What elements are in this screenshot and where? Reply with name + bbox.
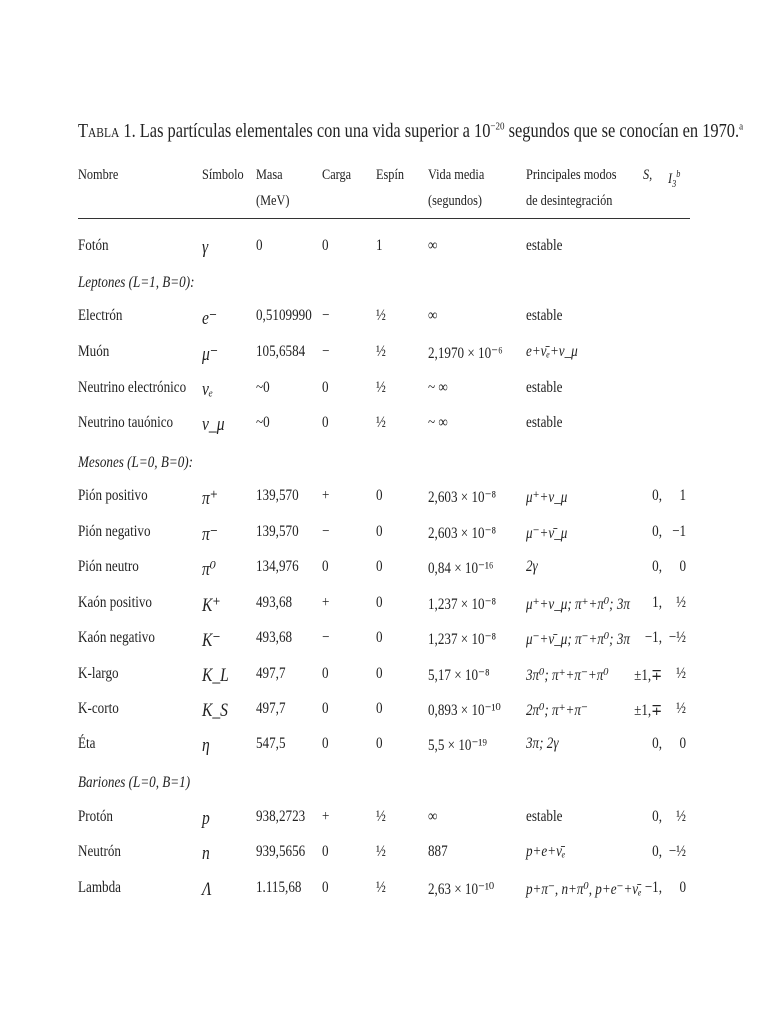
cell-simbolo: μ⁻: [202, 344, 219, 365]
cell-simbolo: n: [202, 843, 210, 864]
header-nombre: Nombre: [78, 167, 119, 183]
header-i3-note: b: [676, 169, 681, 180]
cell-masa: 139,570: [256, 523, 299, 540]
cell-nombre: K-largo: [78, 665, 119, 682]
header-vida-unit: (segundos): [428, 193, 482, 209]
cell-vida: 2,603 × 10⁻⁸: [428, 525, 497, 542]
cell-simbolo: π⁺: [202, 488, 219, 509]
cell-nombre: Protón: [78, 808, 113, 825]
cell-espin: 0: [376, 665, 383, 682]
cell-vida: 0,893 × 10⁻¹⁰: [428, 702, 501, 719]
cell-simbolo: K_L: [202, 665, 229, 686]
table-row: [0, 808, 768, 838]
cell-modos: estable: [526, 808, 563, 825]
header-rule: [78, 218, 690, 219]
header-i3-sub: 3: [672, 179, 677, 190]
cell-modos: p+e+ν̄ₑ: [526, 843, 566, 860]
cell-simbolo: π⁰: [202, 559, 217, 580]
cell-carga: 0: [322, 665, 329, 682]
cell-carga: 0: [322, 379, 329, 396]
cell-carga: −: [322, 307, 330, 324]
cell-masa: 493,68: [256, 594, 293, 611]
cell-vida: ∞: [428, 808, 438, 825]
title-exponent: −20: [490, 120, 505, 133]
header-modos: [526, 162, 617, 214]
cell-carga: +: [322, 487, 330, 504]
table-row: [0, 414, 768, 444]
cell-s: −1,: [644, 629, 662, 646]
cell-modos: μ⁻+ν̄_μ: [526, 525, 568, 542]
cell-i3: 0: [679, 879, 686, 896]
cell-simbolo: K⁺: [202, 595, 221, 616]
table-row: [0, 843, 768, 873]
cell-masa: ~0: [256, 379, 270, 396]
cell-carga: 0: [322, 558, 329, 575]
table-row: [0, 594, 768, 624]
cell-simbolo: p: [202, 808, 210, 829]
cell-espin: 1: [376, 237, 383, 254]
cell-carga: 0: [322, 414, 329, 431]
cell-masa: 497,7: [256, 665, 286, 682]
cell-vida: 5,5 × 10⁻¹⁹: [428, 737, 487, 754]
cell-i3: 1: [679, 487, 686, 504]
cell-i3: ½: [676, 594, 686, 611]
cell-nombre: Neutrino tauónico: [78, 414, 174, 431]
cell-carga: −: [322, 343, 330, 360]
cell-vida: 2,1970 × 10⁻⁶: [428, 345, 503, 362]
cell-nombre: Electrón: [78, 307, 123, 324]
cell-nombre: K-corto: [78, 700, 119, 717]
section-leptones: Leptones (L=1, B=0):: [78, 274, 195, 291]
cell-vida: 1,237 × 10⁻⁸: [428, 596, 497, 613]
cell-modos: 2π⁰; π⁺+π⁻: [526, 702, 588, 719]
cell-nombre: Neutrón: [78, 843, 121, 860]
cell-modos: p+π⁻, n+π⁰, p+e⁻+ν̄ₑ: [526, 881, 642, 898]
cell-carga: −: [322, 629, 330, 646]
cell-nombre: Pión negativo: [78, 523, 151, 540]
cell-simbolo: γ: [202, 237, 209, 258]
cell-s: −1,: [644, 879, 662, 896]
table-row: [0, 343, 768, 373]
cell-nombre: Muón: [78, 343, 110, 360]
cell-masa: 493,68: [256, 629, 293, 646]
table-row: [0, 629, 768, 659]
cell-vida: 0,84 × 10⁻¹⁶: [428, 560, 494, 577]
cell-nombre: Pión positivo: [78, 487, 148, 504]
cell-nombre: Pión neutro: [78, 558, 139, 575]
table-row: [0, 665, 768, 695]
cell-modos: 3π; 2γ: [526, 735, 559, 752]
cell-masa: 134,976: [256, 558, 299, 575]
cell-espin: 0: [376, 629, 383, 646]
cell-masa: 1.115,68: [256, 879, 302, 896]
cell-i3: 0: [679, 735, 686, 752]
header-modos-label: Principales modos: [526, 167, 617, 183]
cell-i3: −1: [672, 523, 686, 540]
cell-carga: 0: [322, 843, 329, 860]
cell-masa: ~0: [256, 414, 270, 431]
cell-carga: −: [322, 523, 330, 540]
cell-nombre: Lambda: [78, 879, 121, 896]
table-row: [0, 700, 768, 730]
cell-simbolo: π⁻: [202, 524, 219, 545]
cell-simbolo: K_S: [202, 700, 228, 721]
cell-masa: 547,5: [256, 735, 286, 752]
cell-vida: 1,237 × 10⁻⁸: [428, 631, 497, 648]
cell-modos: μ⁺+ν_μ: [526, 489, 568, 506]
header-simbolo: Símbolo: [202, 167, 244, 183]
section-mesones: Mesones (L=0, B=0):: [78, 454, 193, 471]
cell-modos: estable: [526, 307, 563, 324]
cell-i3: ½: [676, 700, 686, 717]
cell-vida: ~ ∞: [428, 414, 448, 431]
header-i3: [668, 162, 680, 198]
header-masa: [256, 162, 289, 214]
header-carga: Carga: [322, 167, 352, 183]
cell-nombre: Fotón: [78, 237, 109, 254]
table-row: [0, 379, 768, 409]
table-row: [0, 307, 768, 337]
cell-vida: 2,603 × 10⁻⁸: [428, 489, 497, 506]
cell-vida: 887: [428, 843, 448, 860]
table-title: [78, 120, 743, 143]
section-bariones: Bariones (L=0, B=1): [78, 774, 191, 791]
cell-espin: 0: [376, 558, 383, 575]
table-row: [0, 558, 768, 588]
cell-espin: ½: [376, 414, 386, 431]
cell-s: 0,: [652, 843, 662, 860]
cell-vida: ~ ∞: [428, 379, 448, 396]
cell-s: 0,: [652, 558, 662, 575]
cell-modos: estable: [526, 237, 563, 254]
cell-nombre: Éta: [78, 735, 96, 752]
cell-carga: 0: [322, 735, 329, 752]
cell-espin: ½: [376, 879, 386, 896]
table-row: [0, 523, 768, 553]
cell-i3: −½: [668, 629, 686, 646]
cell-vida: 2,63 × 10⁻¹⁰: [428, 881, 495, 898]
title-note: a: [739, 120, 744, 133]
cell-vida: 5,17 × 10⁻⁸: [428, 667, 490, 684]
cell-espin: 0: [376, 735, 383, 752]
header-s: S,: [643, 167, 653, 183]
cell-nombre: Kaón positivo: [78, 594, 152, 611]
cell-masa: 139,570: [256, 487, 299, 504]
table-row: [0, 879, 768, 909]
cell-carga: 0: [322, 879, 329, 896]
cell-s: 0,: [652, 487, 662, 504]
cell-modos: 3π⁰; π⁺+π⁻+π⁰: [526, 667, 609, 684]
header-vida: [428, 162, 484, 214]
table-row: [0, 735, 768, 765]
header-masa-label: Masa: [256, 167, 283, 183]
cell-carga: 0: [322, 237, 329, 254]
cell-simbolo: Λ: [202, 879, 212, 900]
table-row: [0, 487, 768, 517]
header-modos-label2: de desintegración: [526, 193, 613, 209]
cell-espin: ½: [376, 808, 386, 825]
cell-i3: ½: [676, 665, 686, 682]
cell-espin: 0: [376, 594, 383, 611]
cell-espin: ½: [376, 379, 386, 396]
table-title-text2: segundos que se conocían en 1970.: [504, 120, 740, 142]
cell-i3: 0: [679, 558, 686, 575]
table-title-prefix: Tabla 1.: [78, 120, 136, 142]
cell-simbolo: νₑ: [202, 379, 214, 400]
cell-masa: 497,7: [256, 700, 286, 717]
cell-masa: 105,6584: [256, 343, 306, 360]
cell-vida: ∞: [428, 237, 438, 254]
cell-simbolo: K⁻: [202, 630, 221, 651]
header-vida-label: Vida media: [428, 167, 485, 183]
cell-carga: +: [322, 594, 330, 611]
cell-simbolo: η: [202, 735, 210, 756]
cell-nombre: Neutrino electrónico: [78, 379, 187, 396]
cell-modos: μ⁺+ν_μ; π⁺+π⁰; 3π: [526, 596, 630, 613]
cell-s: ±1,∓: [633, 667, 662, 684]
cell-vida: ∞: [428, 307, 438, 324]
cell-modos: estable: [526, 414, 563, 431]
cell-s: 0,: [652, 735, 662, 752]
cell-masa: 939,5656: [256, 843, 306, 860]
cell-s: ±1,∓: [633, 702, 662, 719]
cell-modos: 2γ: [526, 558, 538, 575]
cell-masa: 938,2723: [256, 808, 306, 825]
cell-i3: ½: [676, 808, 686, 825]
cell-masa: 0,5109990: [256, 307, 312, 324]
table-title-text: Las partículas elementales con una vida superior a 10: [139, 120, 491, 142]
cell-simbolo: e⁻: [202, 308, 218, 329]
cell-i3: −½: [668, 843, 686, 860]
cell-s: 0,: [652, 808, 662, 825]
cell-espin: 0: [376, 700, 383, 717]
cell-modos: μ⁻+ν̄_μ; π⁻+π⁰; 3π: [526, 631, 630, 648]
cell-espin: ½: [376, 843, 386, 860]
cell-nombre: Kaón negativo: [78, 629, 155, 646]
cell-carga: 0: [322, 700, 329, 717]
header-i3-label: I: [668, 171, 673, 187]
cell-s: 1,: [652, 594, 662, 611]
cell-simbolo: ν_μ: [202, 414, 225, 435]
header-espin: Espín: [376, 167, 405, 183]
cell-carga: +: [322, 808, 330, 825]
cell-espin: 0: [376, 487, 383, 504]
header-masa-unit: (MeV): [256, 193, 290, 209]
cell-espin: ½: [376, 343, 386, 360]
cell-espin: ½: [376, 307, 386, 324]
cell-modos: estable: [526, 379, 563, 396]
table-row: [0, 237, 768, 267]
cell-masa: 0: [256, 237, 263, 254]
cell-modos: e+ν̄ₑ+ν_μ: [526, 343, 578, 360]
cell-s: 0,: [652, 523, 662, 540]
cell-espin: 0: [376, 523, 383, 540]
